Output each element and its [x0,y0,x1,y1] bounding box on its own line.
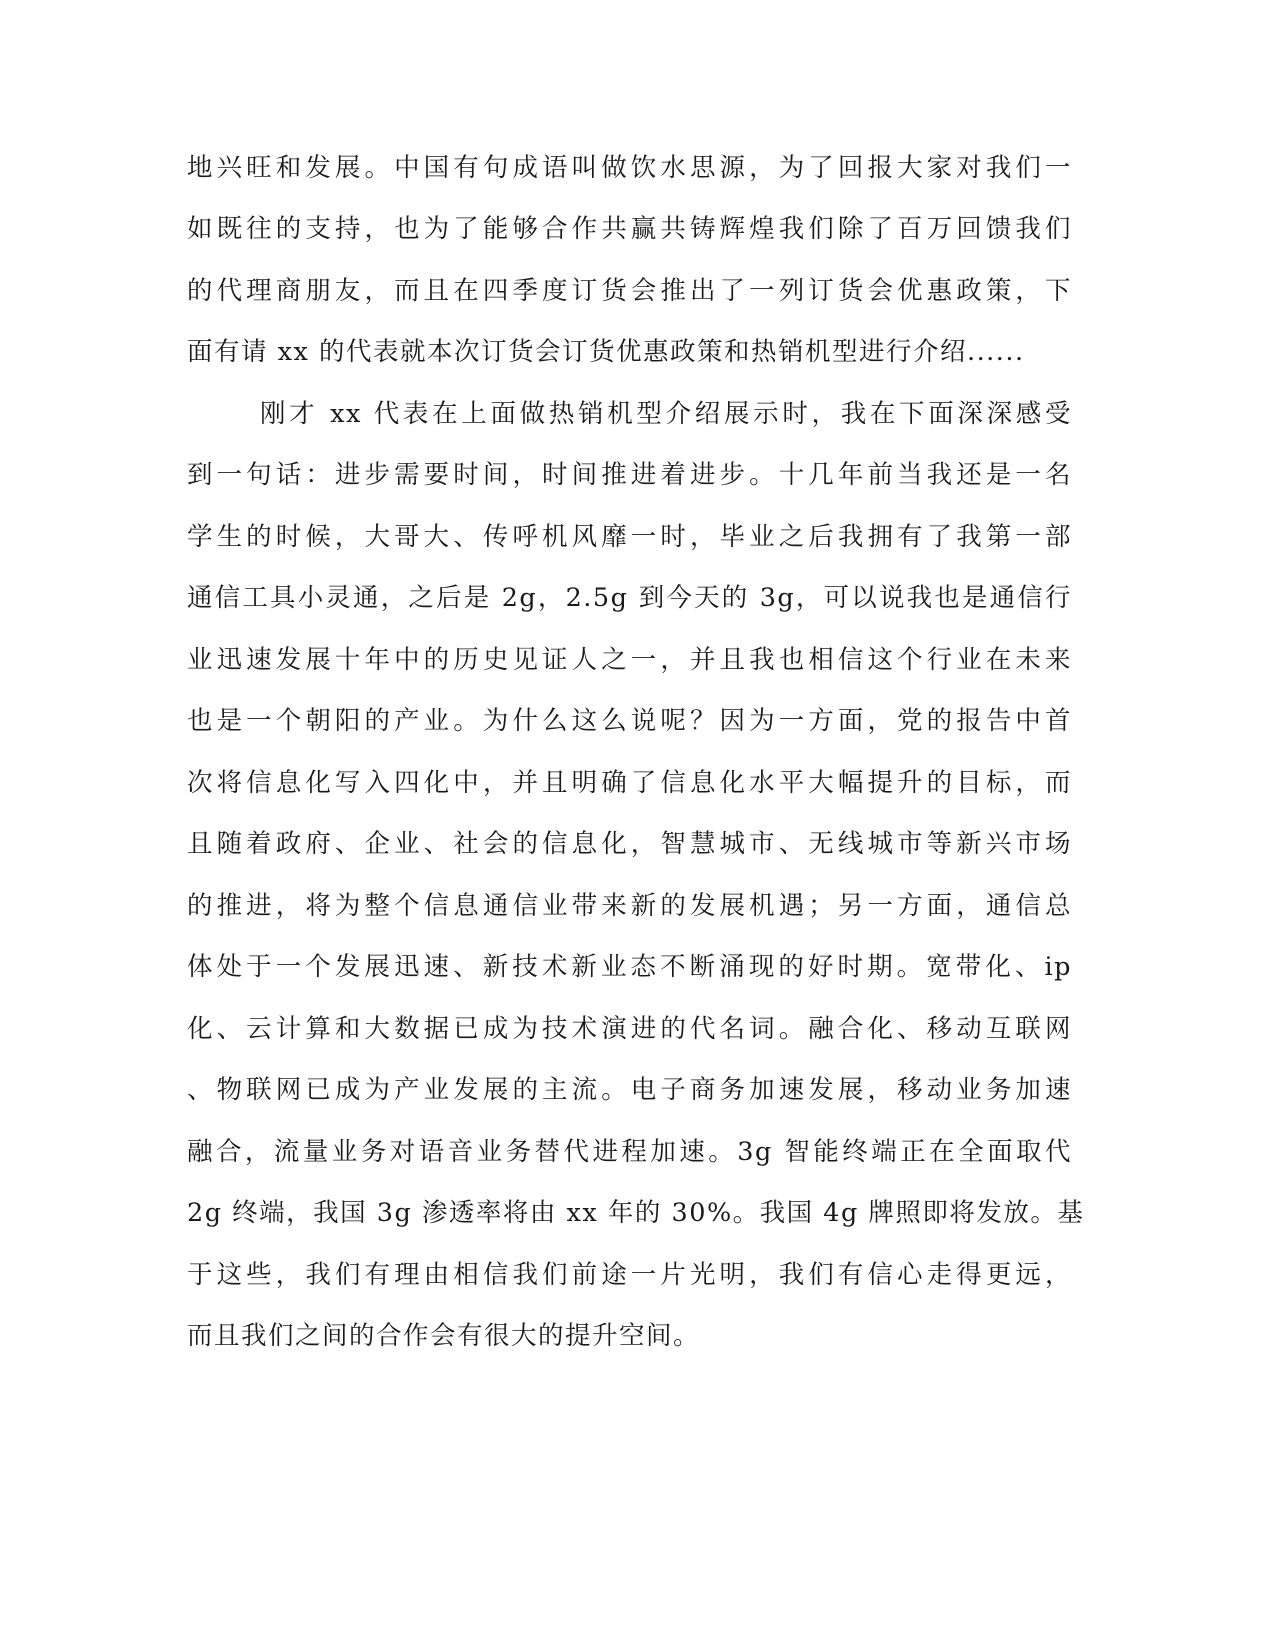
text-line: 2g 终端，我国 3g 渗透率将由 xx 年的 30%。我国 4g 牌照即将发放。基 [187,1198,1085,1229]
text-line: 面有请 xx 的代表就本次订货会订货优惠政策和热销机型进行介绍...... [187,337,1025,368]
text-line: 化、云计算和大数据已成为技术演进的代名词。融合化、移动互联网 [187,1013,1072,1044]
paragraph-2-line-13 [187,1119,1072,1181]
paragraph-2-line-9 [187,873,1072,935]
paragraph-2-line-14 [187,1181,1085,1243]
paragraph-2-line-16 [187,1304,1072,1366]
text-line: 且随着政府、企业、社会的信息化，智慧城市、无线城市等新兴市场 [187,829,1072,860]
paragraph-2-line-15 [187,1242,1072,1304]
paragraph-2-line-3 [187,504,1072,566]
text-line: 也是一个朝阳的产业。为什么这么说呢？因为一方面，党的报告中首 [187,706,1072,737]
paragraph-2-line-7 [187,750,1072,812]
text-line: 业迅速发展十年中的历史见证人之一，并且我也相信这个行业在未来 [187,644,1072,675]
paragraph-2-line-4 [187,566,1072,628]
paragraph-1-line-4 [187,320,1072,382]
document-body [187,135,1085,1365]
text-line: 而且我们之间的合作会有很大的提升空间。 [187,1321,701,1352]
text-line: 体处于一个发展迅速、新技术新业态不断涌现的好时期。宽带化、ip [187,952,1072,983]
paragraph-2-line-5 [187,627,1072,689]
text-line: 如既往的支持，也为了能够合作共赢共铸辉煌我们除了百万回馈我们 [187,214,1072,245]
paragraph-1-line-1 [187,135,1072,197]
text-line: 刚才 xx 代表在上面做热销机型介绍展示时，我在下面深深感受 [260,398,1072,429]
paragraph-2-line-10 [187,935,1072,997]
paragraph-2-line-12 [187,1058,1072,1120]
text-line: 通信工具小灵通，之后是 2g，2.5g 到今天的 3g，可以说我也是通信行 [187,583,1072,614]
text-line: 的推进，将为整个信息通信业带来新的发展机遇；另一方面，通信总 [187,890,1072,921]
paragraph-2-line-11 [187,996,1072,1058]
text-line: 、物联网已成为产业发展的主流。电子商务加速发展，移动业务加速 [187,1075,1072,1106]
paragraph-2-line-1 [187,381,1072,443]
paragraph-1-line-3 [187,258,1072,320]
paragraph-2-line-6 [187,689,1072,751]
text-line: 融合，流量业务对语音业务替代进程加速。3g 智能终端正在全面取代 [187,1136,1072,1167]
text-line: 学生的时候，大哥大、传呼机风靡一时，毕业之后我拥有了我第一部 [187,521,1072,552]
paragraph-2-line-8 [187,812,1072,874]
text-line: 的代理商朋友，而且在四季度订货会推出了一列订货会优惠政策，下 [187,275,1072,306]
paragraph-1-line-2 [187,197,1072,259]
text-line: 次将信息化写入四化中，并且明确了信息化水平大幅提升的目标，而 [187,767,1072,798]
text-line: 地兴旺和发展。中国有句成语叫做饮水思源，为了回报大家对我们一 [187,152,1072,183]
text-line: 于这些，我们有理由相信我们前途一片光明，我们有信心走得更远， [187,1259,1072,1290]
text-line: 到一句话：进步需要时间，时间推进着进步。十几年前当我还是一名 [187,460,1072,491]
paragraph-2-line-2 [187,443,1072,505]
